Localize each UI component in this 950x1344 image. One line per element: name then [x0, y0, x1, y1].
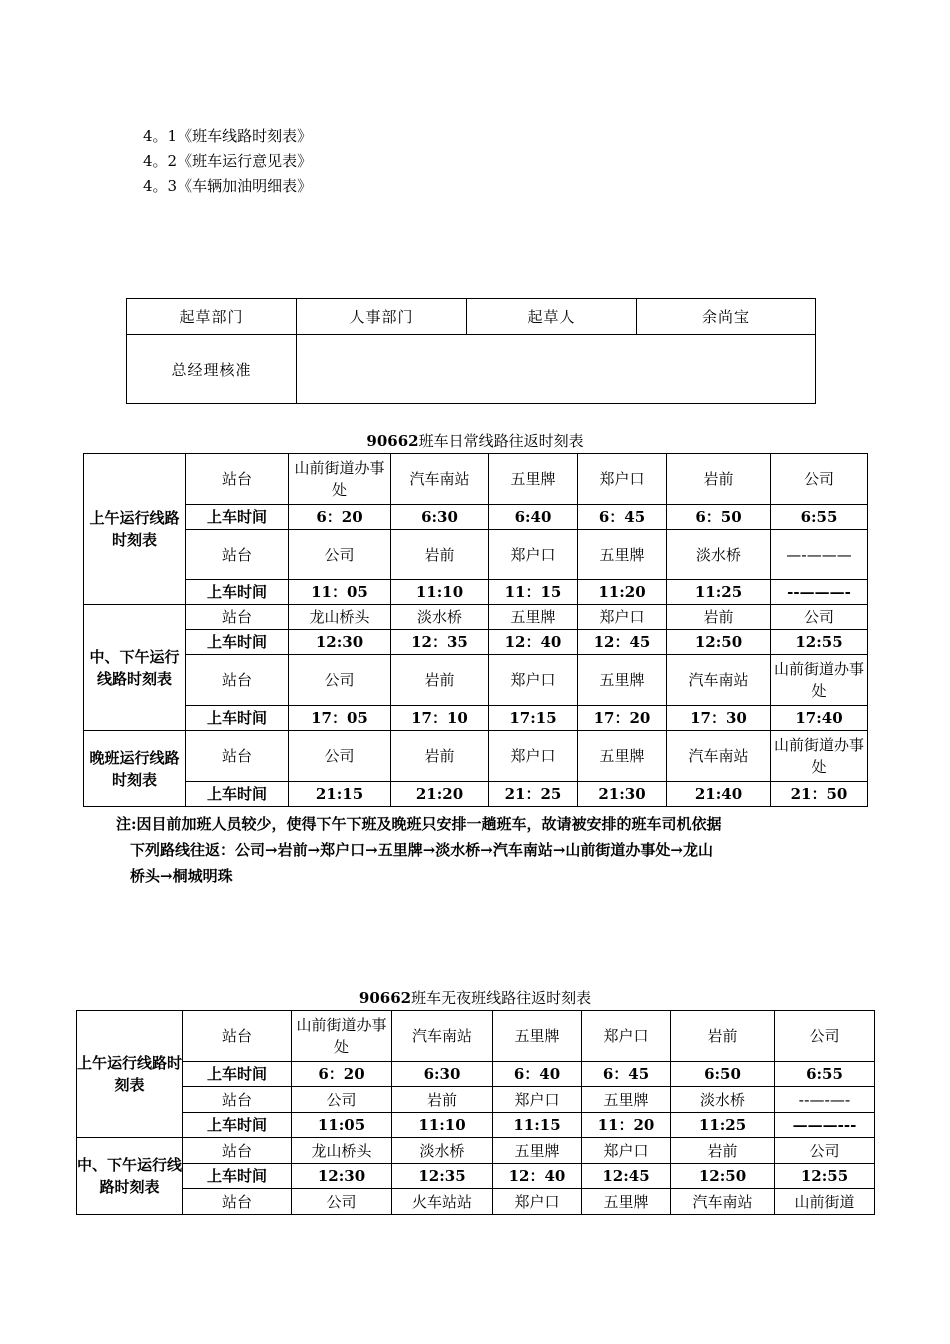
cell: 21：25 — [489, 782, 578, 807]
table1-title-text: 班车日常线路往返时刻表 — [418, 432, 584, 450]
cell: 淡水桥 — [392, 1138, 493, 1164]
cell: 郑户口 — [489, 731, 578, 782]
cell: 五里牌 — [578, 655, 667, 706]
cell: 岩前 — [391, 655, 489, 706]
cell: 郑户口 — [493, 1189, 582, 1215]
cell: 汽车南站 — [667, 731, 771, 782]
drafter-label: 起草人 — [467, 299, 637, 335]
cell: 五里牌 — [493, 1011, 582, 1062]
row-head: 站台 — [186, 454, 289, 505]
approve-value — [297, 335, 816, 404]
cell: 汽车南站 — [392, 1011, 493, 1062]
row-head: 站台 — [183, 1011, 292, 1062]
cell: 12:45 — [582, 1164, 671, 1189]
section-label-evening: 晚班运行线路时刻表 — [84, 731, 186, 807]
cell: 山前街道办事处 — [292, 1011, 392, 1062]
cell: 11:05 — [292, 1113, 392, 1138]
route-note — [116, 811, 816, 889]
cell: 6:30 — [391, 505, 489, 530]
section-label-morning: 上午运行线路时刻表 — [84, 454, 186, 605]
cell: 6：50 — [667, 505, 771, 530]
cell: 公司 — [289, 655, 391, 706]
cell: 公司 — [292, 1087, 392, 1113]
cell: 12：35 — [391, 630, 489, 655]
cell: 郑户口 — [493, 1087, 582, 1113]
attachment-item: 4。3《车辆加油明细表》 — [143, 177, 313, 195]
cell: 龙山桥头 — [289, 605, 391, 630]
cell: 郑户口 — [582, 1138, 671, 1164]
dept-label: 起草部门 — [127, 299, 297, 335]
table2-title — [0, 987, 950, 1008]
cell: 岩前 — [391, 530, 489, 580]
cell: 郑户口 — [489, 530, 578, 580]
row-head: 上车时间 — [186, 505, 289, 530]
note-line: 注:因目前加班人员较少，使得下午下班及晚班只安排一趟班车，故请被安排的班车司机依据 — [116, 815, 722, 833]
row-head: 上车时间 — [186, 706, 289, 731]
cell: 11：20 — [582, 1113, 671, 1138]
cell: 公司 — [775, 1138, 875, 1164]
cell: 淡水桥 — [671, 1087, 775, 1113]
cell: —-——— — [771, 530, 868, 580]
cell: 岩前 — [667, 454, 771, 505]
note-line: 下列路线往返：公司→岩前→郑户口→五里牌→淡水桥→汽车南站→山前街道办事处→龙山 — [130, 841, 713, 859]
cell: 12:55 — [775, 1164, 875, 1189]
cell: 山前街道办事处 — [771, 655, 868, 706]
cell: 山前街道办事处 — [289, 454, 391, 505]
row-head: 站台 — [186, 530, 289, 580]
row-head: 站台 — [183, 1189, 292, 1215]
cell: 岩前 — [667, 605, 771, 630]
cell: 11:20 — [578, 580, 667, 605]
timetable-no-night — [76, 1010, 875, 1215]
cell: 岩前 — [391, 731, 489, 782]
cell: 郑户口 — [578, 605, 667, 630]
cell: --—-—- — [775, 1087, 875, 1113]
table2-title-text: 班车无夜班线路往返时刻表 — [411, 989, 592, 1007]
cell: 12：40 — [493, 1164, 582, 1189]
cell: 6:40 — [489, 505, 578, 530]
cell: 五里牌 — [578, 731, 667, 782]
cell: 6:55 — [771, 505, 868, 530]
cell: 汽车南站 — [671, 1189, 775, 1215]
cell: 17：20 — [578, 706, 667, 731]
cell: 11：05 — [289, 580, 391, 605]
cell: 6：45 — [578, 505, 667, 530]
row-head: 上车时间 — [186, 630, 289, 655]
signoff-table — [126, 298, 816, 404]
cell: 17:15 — [489, 706, 578, 731]
section-label-afternoon: 中、下午运行线路时刻表 — [84, 605, 186, 731]
cell: 21：50 — [771, 782, 868, 807]
row-head: 站台 — [186, 655, 289, 706]
cell: 11:10 — [391, 580, 489, 605]
cell: 11：15 — [489, 580, 578, 605]
cell: 17：30 — [667, 706, 771, 731]
cell: 12:50 — [671, 1164, 775, 1189]
dept-value: 人事部门 — [297, 299, 467, 335]
cell: 公司 — [771, 605, 868, 630]
cell: ———--- — [775, 1113, 875, 1138]
cell: 淡水桥 — [667, 530, 771, 580]
cell: 山前街道办事处 — [771, 731, 868, 782]
cell: 17：10 — [391, 706, 489, 731]
cell: 公司 — [289, 731, 391, 782]
cell: 淡水桥 — [391, 605, 489, 630]
cell: 山前街道 — [775, 1189, 875, 1215]
cell: 郑户口 — [582, 1011, 671, 1062]
row-head: 上车时间 — [183, 1164, 292, 1189]
cell: 郑户口 — [578, 454, 667, 505]
cell: 11:10 — [392, 1113, 493, 1138]
row-head: 站台 — [183, 1087, 292, 1113]
cell: 17：05 — [289, 706, 391, 731]
cell: 12：40 — [489, 630, 578, 655]
cell: 11:25 — [671, 1113, 775, 1138]
cell: 公司 — [771, 454, 868, 505]
cell: 12:30 — [292, 1164, 392, 1189]
cell: 12:50 — [667, 630, 771, 655]
row-head: 上车时间 — [183, 1113, 292, 1138]
cell: 火车站站 — [392, 1189, 493, 1215]
cell: 公司 — [289, 530, 391, 580]
cell: 12:35 — [392, 1164, 493, 1189]
approve-label: 总经理核准 — [127, 335, 297, 404]
cell: 11:25 — [667, 580, 771, 605]
cell: 21:30 — [578, 782, 667, 807]
cell: 6:55 — [775, 1062, 875, 1087]
cell: 6：40 — [493, 1062, 582, 1087]
table1-title — [0, 430, 950, 451]
section-label-morning: 上午运行线路时刻表 — [77, 1011, 183, 1138]
attachment-item: 4。1《班车线路时刻表》 — [143, 127, 313, 145]
cell: 岩前 — [671, 1138, 775, 1164]
cell: 五里牌 — [578, 530, 667, 580]
row-head: 上车时间 — [183, 1062, 292, 1087]
row-head: 站台 — [186, 731, 289, 782]
cell: 岩前 — [392, 1087, 493, 1113]
row-head: 上车时间 — [186, 580, 289, 605]
cell: 6:30 — [392, 1062, 493, 1087]
note-line: 桥头→桐城明珠 — [130, 867, 233, 885]
cell: 6:50 — [671, 1062, 775, 1087]
table2-title-number: 90662 — [358, 989, 412, 1007]
cell: 五里牌 — [582, 1087, 671, 1113]
cell: 五里牌 — [493, 1138, 582, 1164]
cell: 17:40 — [771, 706, 868, 731]
attachment-item: 4。2《班车运行意见表》 — [143, 152, 313, 170]
cell: 公司 — [775, 1011, 875, 1062]
cell: 龙山桥头 — [292, 1138, 392, 1164]
cell: 11:15 — [493, 1113, 582, 1138]
cell: 21:15 — [289, 782, 391, 807]
cell: 汽车南站 — [667, 655, 771, 706]
cell: 12:30 — [289, 630, 391, 655]
section-label-afternoon: 中、下午运行线路时刻表 — [77, 1138, 183, 1215]
cell: 12:55 — [771, 630, 868, 655]
cell: 21:20 — [391, 782, 489, 807]
cell: 公司 — [292, 1189, 392, 1215]
table1-title-number: 90662 — [366, 432, 419, 450]
row-head: 站台 — [186, 605, 289, 630]
row-head: 站台 — [183, 1138, 292, 1164]
cell: 21:40 — [667, 782, 771, 807]
cell: 五里牌 — [489, 605, 578, 630]
cell: --———- — [771, 580, 868, 605]
drafter-value: 余尚宝 — [637, 299, 816, 335]
timetable-daily — [83, 453, 868, 807]
row-head: 上车时间 — [186, 782, 289, 807]
cell: 6：45 — [582, 1062, 671, 1087]
cell: 6：20 — [289, 505, 391, 530]
cell: 岩前 — [671, 1011, 775, 1062]
cell: 6：20 — [292, 1062, 392, 1087]
cell: 五里牌 — [489, 454, 578, 505]
cell: 汽车南站 — [391, 454, 489, 505]
cell: 郑户口 — [489, 655, 578, 706]
cell: 12：45 — [578, 630, 667, 655]
cell: 五里牌 — [582, 1189, 671, 1215]
